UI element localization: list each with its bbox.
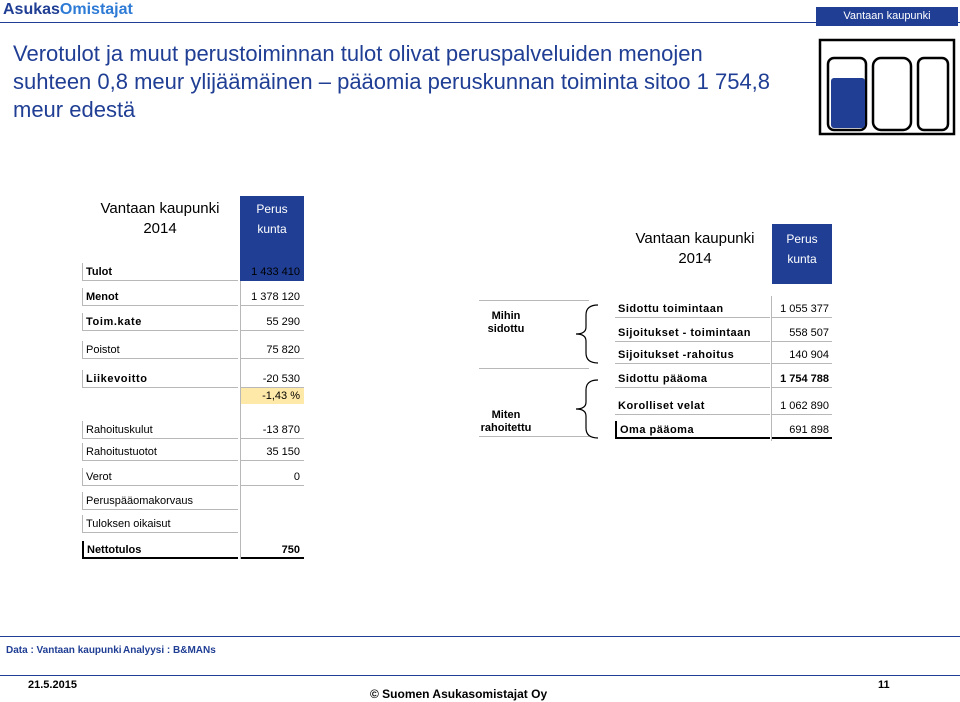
brand-logo-text — [3, 0, 133, 20]
middle-rule-mid — [479, 368, 589, 369]
row-value-toimkate: 55 290 — [240, 313, 304, 331]
brace-top-icon — [570, 303, 600, 365]
mihin-sidottu-label: Mihin sidottu — [487, 310, 525, 335]
middle-rule-top — [479, 300, 589, 301]
right-row-label-sidottu-paaoma: Sidottu pääoma — [615, 370, 770, 388]
row-label-rahoituskulut: Rahoituskulut — [82, 421, 238, 439]
row-value-liikevoitto: -20 530 — [240, 370, 304, 388]
row-label-menot: Menot — [82, 288, 238, 306]
right-row-value-sijoitukset-rahoitus: 140 904 — [772, 346, 832, 364]
footer-date: 21.5.2015 — [28, 679, 77, 691]
right-col-header-1: Perus — [786, 232, 818, 246]
row-label-peruspaaomakorvaus: Peruspääomakorvaus — [82, 492, 238, 510]
left-col-header-2: kunta — [257, 222, 287, 236]
right-row-label-sijoitukset-toimintaan: Sijoitukset - toimintaan — [615, 324, 770, 342]
right-row-value-sidottu-paaoma: 1 754 788 — [772, 370, 832, 388]
left-column-divider — [240, 281, 241, 559]
row-label-toimkate: Toim.kate — [82, 313, 238, 331]
right-row-label-sijoitukset-rahoitus: Sijoitukset -rahoitus — [615, 346, 770, 364]
city-logo-icon — [818, 38, 956, 136]
row-label-verot: Verot — [82, 468, 238, 486]
row-value-nettotulos: 750 — [240, 541, 304, 559]
footer-copyright: © Suomen Asukasomistajat Oy — [370, 687, 548, 701]
row-value-rahoituskulut: -13 870 — [240, 421, 304, 439]
left-col-header-1: Perus — [256, 202, 288, 216]
right-row-value-sidottu-toimintaan: 1 055 377 — [772, 300, 832, 318]
row-value-tulot: 1 433 410 — [251, 266, 300, 278]
organization-badge: Vantaan kaupunki — [816, 7, 958, 26]
page-number: 11 — [878, 679, 890, 691]
right-year-heading: 2014 — [678, 250, 712, 267]
row-value-verot: 0 — [240, 468, 304, 486]
brand-part-1: Asukas — [3, 1, 60, 18]
analysis-label: Analyysi : B&MANs — [123, 645, 216, 656]
row-value-poistot: 75 820 — [240, 341, 304, 359]
right-column-header — [772, 224, 832, 284]
row-label-nettotulos: Nettotulos — [82, 541, 238, 559]
data-source-label: Data : Vantaan kaupunki — [6, 645, 122, 656]
right-row-value-oma-paaoma: 691 898 — [772, 421, 832, 439]
brand-part-2: Omistajat — [59, 1, 133, 18]
row-value-rahoitustuotot: 35 150 — [240, 443, 304, 461]
right-row-value-korolliset-velat: 1 062 890 — [772, 397, 832, 415]
slide-title: Verotulot ja muut perustoiminnan tulot olivat peruspalveluiden menojen suhteen 0,8 meur ylijäämäinen – pääomia peruskunnan toiminta sitoo 1 754,8 meur edestä — [13, 41, 771, 122]
right-row-label-oma-paaoma: Oma pääoma — [615, 421, 770, 439]
row-value-menot: 1 378 120 — [240, 288, 304, 306]
row-label-rahoitustuotot: Rahoitustuotot — [82, 443, 238, 461]
row-label-tuloksen-oikaisut: Tuloksen oikaisut — [82, 515, 238, 533]
right-col-header-2: kunta — [787, 252, 817, 266]
footer-rule-bottom — [0, 675, 960, 676]
brace-bottom-icon — [570, 378, 600, 440]
right-row-label-korolliset-velat: Korolliset velat — [615, 397, 770, 415]
left-org-heading: Vantaan kaupunki — [100, 200, 220, 217]
right-org-heading: Vantaan kaupunki — [635, 230, 755, 247]
miten-rahoitettu-label: Miten rahoitettu — [480, 409, 532, 434]
row-label-poistot: Poistot — [82, 341, 238, 359]
row-value-liikevoitto-percent: -1,43 % — [240, 388, 304, 404]
right-row-label-sidottu-toimintaan: Sidottu toimintaan — [615, 300, 770, 318]
row-label-tulot: Tulot — [82, 263, 238, 281]
right-row-value-sijoitukset-toimintaan: 558 507 — [772, 324, 832, 342]
right-column-divider — [771, 296, 772, 441]
footer-rule-top — [0, 636, 960, 637]
left-year-heading: 2014 — [143, 220, 177, 237]
row-label-liikevoitto: Liikevoitto — [82, 370, 238, 388]
